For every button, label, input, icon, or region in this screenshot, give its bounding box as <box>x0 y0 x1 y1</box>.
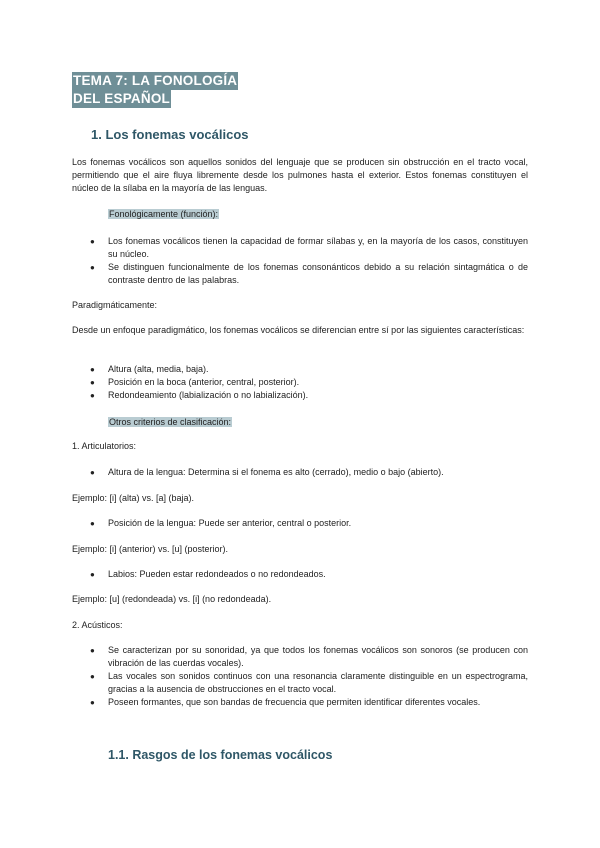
subheading-fonologicamente-label: Fonológicamente (función): <box>109 209 219 219</box>
bullet-icon: ● <box>90 237 95 246</box>
list-item-text: Altura (alta, media, baja). <box>108 364 209 374</box>
subheading-fonologicamente <box>108 208 219 220</box>
subheading-otros-criterios <box>108 416 232 428</box>
bullet-icon: ● <box>90 672 95 681</box>
list-item-text: Labios: Pueden estar redondeados o no redondeados. <box>108 569 326 579</box>
bullet-icon: ● <box>90 519 95 528</box>
bullet-icon: ● <box>90 365 95 374</box>
bullet-icon: ● <box>90 391 95 400</box>
list-item <box>90 644 528 670</box>
list-item-text: Se caracterizan por su sonoridad, ya que todos los fonemas vocálicos son sonoros (se producen con vibración de las cuerdas vocales). <box>108 645 528 668</box>
list-item-text: Poseen formantes, que son bandas de frecuencia que permiten identificar diferentes vocales. <box>108 697 481 707</box>
paradigmatic-text: Desde un enfoque paradigmático, los fonemas vocálicos se diferencian entre sí por las siguientes características: <box>72 325 525 335</box>
example-2: Ejemplo: [i] (anterior) vs. [u] (posterior). <box>72 544 229 554</box>
list-item <box>90 261 528 287</box>
list-item <box>90 517 528 530</box>
list-item <box>90 696 528 709</box>
label-paradigmaticamente: Paradigmáticamente: <box>72 300 158 310</box>
list-item-text: Las vocales son sonidos continuos con una resonancia claramente distinguible en un espectrograma, gracias a la ausencia de obstrucciones en el tracto vocal. <box>108 671 528 694</box>
subheading-otros-criterios-label: Otros criterios de clasificación: <box>109 417 232 427</box>
bullet-icon: ● <box>90 468 95 477</box>
list-item <box>90 670 528 696</box>
intro-paragraph <box>72 156 528 195</box>
section-heading-1-1: 1.1. Rasgos de los fonemas vocálicos <box>108 748 333 762</box>
list-item-text: Se distinguen funcionalmente de los fonemas consonánticos debido a su relación sintagmática o de contraste dentro de las palabras. <box>108 262 528 285</box>
list-item <box>90 568 528 581</box>
intro-text: Los fonemas vocálicos son aquellos sonidos del lenguaje que se producen sin obstrucción en el tracto vocal, permitiendo que el aire fluya libremente desde los pulmones hasta el exterior. Estos fonemas constituyen el núcleo de la sílaba en la mayoría de las lenguas. <box>72 157 528 193</box>
bullet-icon: ● <box>90 378 95 387</box>
bullet-icon: ● <box>90 646 95 655</box>
list-item <box>90 363 528 376</box>
bullet-list-acusticos <box>90 644 528 709</box>
list-item <box>90 376 528 389</box>
list-item-text: Posición de la lengua: Puede ser anterior, central o posterior. <box>108 518 352 528</box>
bullet-list-articulatorios-3 <box>90 568 528 581</box>
title-line-2: DEL ESPAÑOL <box>73 91 170 106</box>
bullet-list-fonologicamente <box>90 235 528 287</box>
bullet-list-paradigmatic <box>90 363 528 402</box>
title-line-1: TEMA 7: LA FONOLOGÍA <box>73 73 238 88</box>
bullet-list-articulatorios-1 <box>90 466 528 479</box>
document-title <box>72 72 238 108</box>
paradigmatic-paragraph <box>72 324 528 337</box>
list-item <box>90 466 528 479</box>
label-articulatorios: 1. Articulatorios: <box>72 441 137 451</box>
label-acusticos: 2. Acústicos: <box>72 620 123 630</box>
list-item <box>90 389 528 402</box>
section-heading-1: 1. Los fonemas vocálicos <box>91 127 249 142</box>
list-item-text: Los fonemas vocálicos tienen la capacidad de formar sílabas y, en la mayoría de los casos, constituyen su núcleo. <box>108 236 528 259</box>
bullet-list-articulatorios-2 <box>90 517 528 530</box>
list-item-text: Redondeamiento (labialización o no labialización). <box>108 390 309 400</box>
bullet-icon: ● <box>90 263 95 272</box>
bullet-icon: ● <box>90 698 95 707</box>
list-item-text: Posición en la boca (anterior, central, posterior). <box>108 377 300 387</box>
list-item <box>90 235 528 261</box>
list-item-text: Altura de la lengua: Determina si el fonema es alto (cerrado), medio o bajo (abierto). <box>108 467 444 477</box>
example-3: Ejemplo: [u] (redondeada) vs. [i] (no redondeada). <box>72 594 272 604</box>
example-1: Ejemplo: [i] (alta) vs. [a] (baja). <box>72 493 195 503</box>
bullet-icon: ● <box>90 570 95 579</box>
